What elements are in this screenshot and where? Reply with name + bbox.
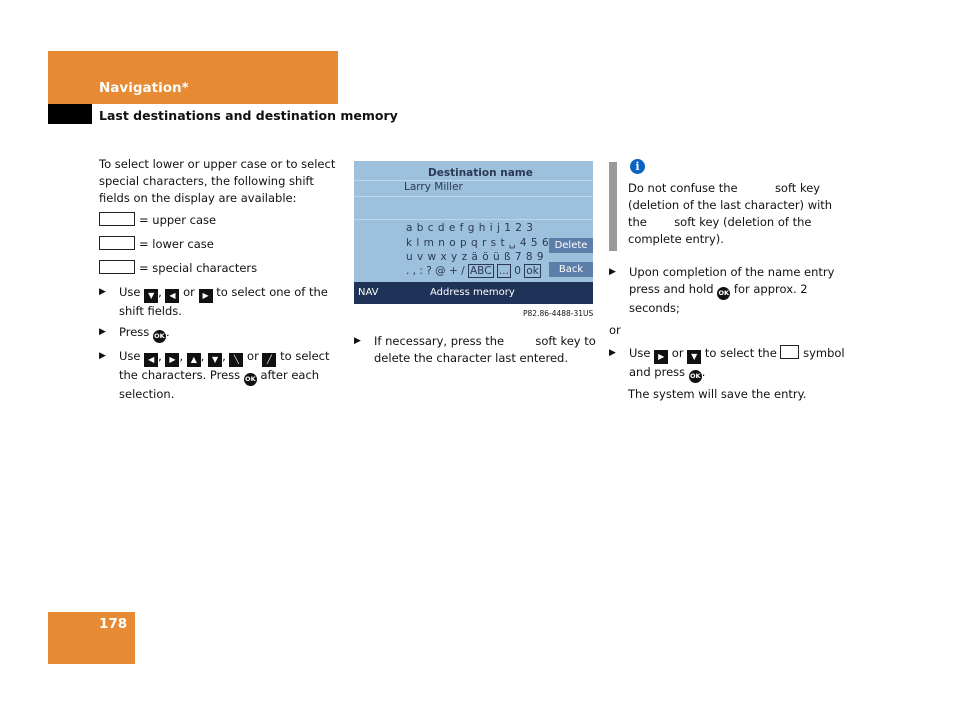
- header-band: [48, 51, 338, 104]
- screen-entry: Larry Miller: [404, 181, 463, 193]
- symbol-box: [780, 345, 799, 359]
- bullet-icon: ▶: [609, 348, 616, 358]
- char-row-3: u v w x y z ä ö ü ß 7 8 9: [406, 251, 545, 263]
- shift-field-lower: = lower case: [99, 236, 339, 253]
- back-softkey[interactable]: Back: [549, 262, 593, 277]
- final-note: The system will save the entry.: [628, 387, 807, 401]
- char-row-2: k l m n o p q r s t ␣ 4 5 6: [406, 237, 550, 249]
- info-sidebar: [609, 162, 617, 251]
- header-tab-marker: [48, 104, 92, 124]
- or-text: or: [609, 323, 621, 337]
- nav-label: NAV: [358, 287, 379, 298]
- ok-button-icon: OK: [153, 330, 166, 343]
- abc-key[interactable]: ABC: [470, 265, 492, 277]
- dots-key[interactable]: ...: [498, 265, 509, 277]
- display-screenshot: [354, 161, 593, 304]
- ok-button-icon: OK: [244, 373, 257, 386]
- char-row-1: a b c d e f g h i j 1 2 3: [406, 222, 534, 234]
- shift-field-box: [99, 260, 135, 274]
- arrow-left-icon: ◀: [144, 353, 158, 367]
- bullet-icon: ▶: [99, 351, 106, 361]
- info-note: Do not confuse the soft key (deletion of the last character) with the soft key (deletion of the complete entry).: [628, 181, 833, 246]
- bullet-icon: ▶: [99, 327, 106, 337]
- arrow-diagonal-up-icon: ╱: [262, 353, 276, 367]
- shift-field-special: = special characters: [99, 260, 339, 277]
- step-select-characters: ▶ Use ◀ , ▶ , ▲ , ▼ , ╲ or ╱ to select the characters. Press OK after each selection.: [99, 349, 330, 401]
- arrow-right-icon: ▶: [199, 289, 213, 303]
- char-row-4: . , : ? @ + / ABC ... 0 ok: [406, 265, 539, 277]
- step-select-symbol: ▶ Use ▶ or ▼ to select the symbol and press OK.: [609, 345, 855, 383]
- arrow-right-icon: ▶: [654, 350, 668, 364]
- step-press-ok: ▶ Press OK.: [99, 324, 339, 343]
- arrow-diagonal-down-icon: ╲: [229, 353, 243, 367]
- image-caption: P82.86-4488-31US: [523, 309, 594, 318]
- intro-paragraph: To select lower or upper case or to select special characters, the following shift fields on the display are available:: [99, 157, 336, 205]
- page-subtitle: Last destinations and destination memory: [99, 108, 398, 123]
- arrow-up-icon: ▲: [187, 353, 201, 367]
- shift-field-upper: = upper case: [99, 212, 339, 229]
- bullet-icon: ▶: [609, 267, 616, 277]
- bullet-icon: ▶: [99, 287, 106, 297]
- step-delete-character: ▶ If necessary, press the soft key to delete the character last entered.: [354, 334, 596, 365]
- shift-field-box: [99, 236, 135, 250]
- arrow-left-icon: ◀: [165, 289, 179, 303]
- bullet-icon: ▶: [354, 336, 361, 346]
- info-icon: i: [630, 159, 645, 174]
- ok-button-icon: OK: [689, 370, 702, 383]
- arrow-down-icon: ▼: [208, 353, 222, 367]
- shift-field-box: [99, 212, 135, 226]
- step-hold-ok: ▶ Upon completion of the name entry press and hold OK for approx. 2 seconds;: [609, 265, 835, 315]
- screen-title: Destination name: [428, 167, 533, 179]
- ok-key[interactable]: ok: [526, 265, 539, 277]
- arrow-down-icon: ▼: [144, 289, 158, 303]
- page-number: 178: [99, 616, 128, 632]
- screen-status-bar: [354, 282, 593, 304]
- step-select-shift: ▶ Use ▼ , ◀ or ▶ to select one of the shift fields.: [99, 285, 328, 318]
- section-title: Navigation*: [99, 80, 189, 96]
- bar-title: Address memory: [430, 287, 515, 298]
- arrow-right-icon: ▶: [165, 353, 179, 367]
- ok-button-icon: OK: [717, 287, 730, 300]
- delete-softkey[interactable]: Delete: [549, 238, 593, 253]
- arrow-down-icon: ▼: [687, 350, 701, 364]
